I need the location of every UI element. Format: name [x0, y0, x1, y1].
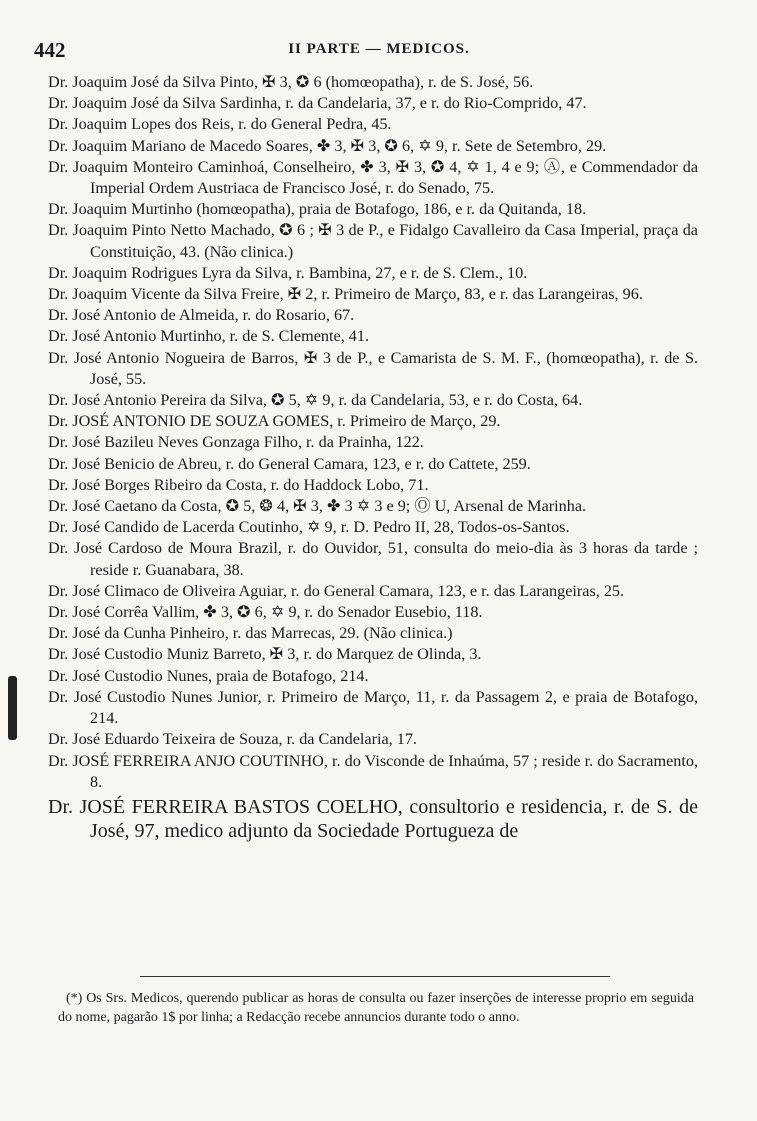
list-item: Dr. JOSÉ ANTONIO DE SOUZA GOMES, r. Primeiro de Março, 29.	[48, 412, 501, 431]
list-item: Dr. José da Cunha Pinheiro, r. das Marrecas, 29. (Não clinica.)	[48, 624, 453, 643]
list-item: Dr. JOSÉ FERREIRA ANJO COUTINHO, r. do Visconde de Inhaúma, 57 ; reside r. do Sacramento, 8.	[48, 751, 698, 791]
page-number: 442	[34, 38, 66, 62]
list-item: Dr. José Custodio Muniz Barreto, ✠ 3, r. do Marquez de Olinda, 3.	[48, 645, 482, 664]
list-item: Dr. Joaquim Murtinho (homœopatha), praia de Botafogo, 186, e r. da Quitanda, 18.	[48, 200, 587, 219]
margin-ink-mark	[8, 676, 17, 740]
list-item: Dr. Joaquim Vicente da Silva Freire, ✠ 2, r. Primeiro de Março, 83, e r. das Larangeiras, 96.	[48, 285, 643, 304]
list-item: Dr. Joaquim Rodrigues Lyra da Silva, r. Bambina, 27, e r. de S. Clem., 10.	[48, 263, 528, 282]
list-item: Dr. José Antonio Nogueira de Barros, ✠ 3 de P., e Camarista de S. M. F., (homœopatha), r. de S. José, 55.	[48, 348, 698, 388]
running-head: II PARTE — MEDICOS.	[288, 41, 470, 57]
list-item: Dr. Joaquim Monteiro Caminhoá, Conselheiro, ✤ 3, ✠ 3, ✪ 4, ✡ 1, 4 e 9; Ⓐ, e Commendador da Imperial Ordem Austriaca de Francisco José, r. do Senado, 75.	[48, 157, 698, 198]
list-item: Dr. José Eduardo Teixeira de Souza, r. da Candelaria, 17.	[48, 730, 417, 749]
footnote-divider	[140, 976, 610, 977]
list-item: Dr. José Antonio de Almeida, r. do Rosario, 67.	[48, 306, 355, 325]
footnote: (*) Os Srs. Medicos, querendo publicar as horas de consulta ou fazer inserções de interesse proprio em seguida do nome, pagarão 1$ por linha; a Redacção recebe annuncios durante todo o anno.	[58, 991, 694, 1025]
list-item: Dr. Joaquim Mariano de Macedo Soares, ✤ 3, ✠ 3, ✪ 6, ✡ 9, r. Sete de Setembro, 29.	[48, 136, 607, 155]
list-item: Dr. Joaquim Lopes dos Reis, r. do General Pedra, 45.	[48, 115, 392, 134]
list-item: Dr. José Custodio Nunes, praia de Botafogo, 214.	[48, 666, 369, 685]
list-item: Dr. José Climaco de Oliveira Aguiar, r. do General Camara, 123, e r. das Larangeiras, 25.	[48, 581, 625, 600]
list-item: Dr. Joaquim José da Silva Pinto, ✠ 3, ✪ 6 (homœopatha), r. de S. José, 56.	[48, 73, 534, 91]
list-item: Dr. José Bazileu Neves Gonzaga Filho, r. da Prainha, 122.	[48, 433, 424, 452]
list-item: Dr. José Antonio Pereira da Silva, ✪ 5, ✡ 9, r. da Candelaria, 53, e r. do Costa, 64.	[48, 391, 583, 410]
list-item: Dr. José Antonio Murtinho, r. de S. Clemente, 41.	[48, 327, 370, 346]
page-header	[34, 38, 724, 60]
list-item: Dr. José Custodio Nunes Junior, r. Primeiro de Março, 11, r. da Passagem 2, e praia de Botafogo, 214.	[48, 687, 698, 728]
list-item: Dr. José Caetano da Costa, ✪ 5, ❂ 4, ✠ 3, ✤ 3 ✡ 3 e 9; Ⓞ U, Arsenal de Marinha.	[48, 497, 587, 516]
list-item: Dr. José Cardoso de Moura Brazil, r. do Ouvidor, 51, consulta do meio-dia às 3 horas da tarde ; reside r. Guanabara, 38.	[48, 539, 698, 579]
list-item: Dr. José Candido de Lacerda Coutinho, ✡ 9, r. D. Pedro II, 28, Todos-os-Santos.	[48, 518, 570, 537]
list-item: Dr. Joaquim José da Silva Sardinha, r. da Candelaria, 37, e r. do Rio-Comprido, 47.	[48, 94, 587, 113]
list-item: Dr. José Borges Ribeiro da Costa, r. do Haddock Lobo, 71.	[48, 475, 429, 494]
list-item-featured: Dr. JOSÉ FERREIRA BASTOS COELHO, consultorio e residencia, r. de S. de José, 97, medico adjunto da Sociedade Portugueza de	[48, 795, 698, 842]
physician-list	[48, 72, 698, 843]
list-item: Dr. José Corrêa Vallim, ✤ 3, ✪ 6, ✡ 9, r. do Senador Eusebio, 118.	[48, 603, 483, 622]
list-item: Dr. Joaquim Pinto Netto Machado, ✪ 6 ; ✠ 3 de P., e Fidalgo Cavalleiro da Casa Imperial, praça da Constituição, 43. (Não clinica.)	[48, 221, 698, 261]
list-item: Dr. José Benicio de Abreu, r. do General Camara, 123, e r. do Cattete, 259.	[48, 454, 531, 473]
